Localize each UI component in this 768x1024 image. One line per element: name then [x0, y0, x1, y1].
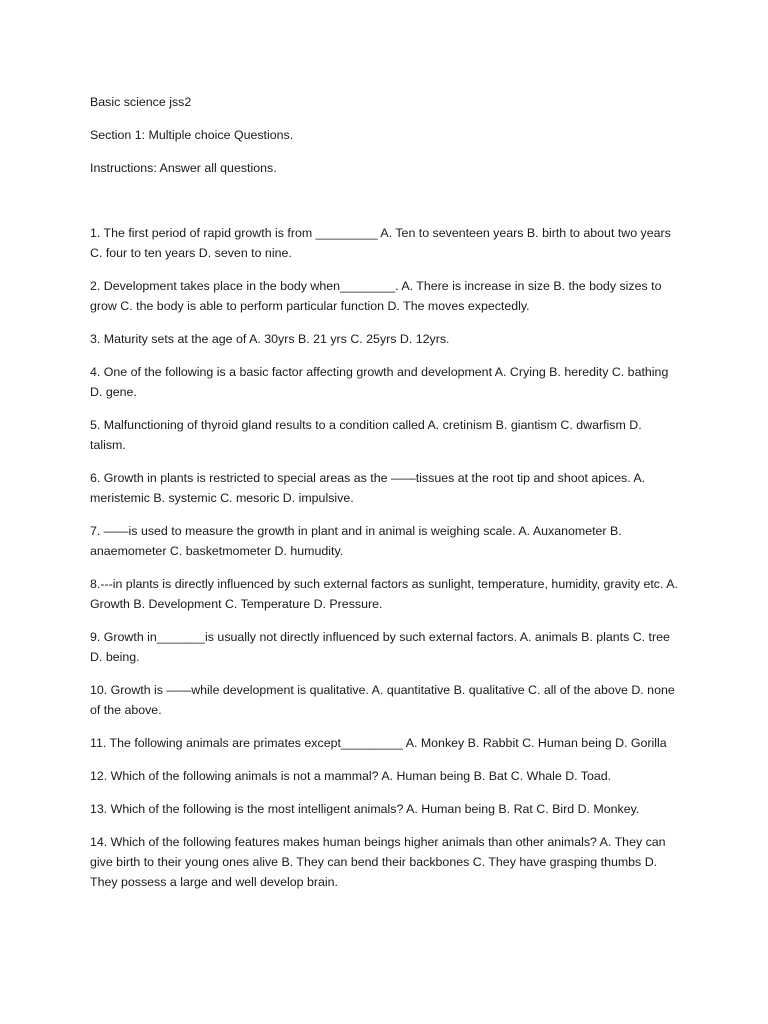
question-7: 7. ——is used to measure the growth in plant and in animal is weighing scale. A. Auxanometer B. anaemometer C. basketmometer D. humudity. — [90, 524, 622, 558]
spacer — [90, 191, 680, 223]
question-3: 3. Maturity sets at the age of A. 30yrs B. 21 yrs C. 25yrs D. 12yrs. — [90, 332, 450, 346]
question-10: 10. Growth is ——while development is qualitative. A. quantitative B. qualitative C. all of the above D. none of the above. — [90, 683, 675, 717]
question-12: 12. Which of the following animals is not a mammal? A. Human being B. Bat C. Whale D. Toad. — [90, 769, 612, 783]
question-8: 8.---in plants is directly influenced by such external factors as sunlight, temperature, humidity, gravity etc. A. Growth B. Development C. Temperature D. Pressure. — [90, 577, 678, 611]
document-title: Basic science jss2 — [90, 95, 192, 109]
question-2: 2. Development takes place in the body when________. A. There is increase in size B. the body sizes to grow C. the body is able to perform particular function D. The moves expectedly. — [90, 279, 662, 313]
question-14: 14. Which of the following features makes human beings higher animals than other animals? A. They can give birth to their young ones alive B. They can bend their backbones C. They have grasping thumbs D. They possess a large and well develop brain. — [90, 835, 666, 889]
question-6: 6. Growth in plants is restricted to special areas as the ——tissues at the root tip and shoot apices. A. meristemic B. systemic C. mesoric D. impulsive. — [90, 471, 646, 505]
question-4: 4. One of the following is a basic factor affecting growth and development A. Crying B. heredity C. bathing D. gene. — [90, 365, 669, 399]
question-11: 11. The following animals are primates except_________ A. Monkey B. Rabbit C. Human being D. Gorilla — [90, 736, 667, 750]
instructions-text: Instructions: Answer all questions. — [90, 161, 277, 175]
question-9: 9. Growth in_______is usually not directly influenced by such external factors. A. animals B. plants C. tree D. being. — [90, 630, 670, 664]
section-heading: Section 1: Multiple choice Questions. — [90, 128, 294, 142]
question-1: 1. The first period of rapid growth is from _________ A. Ten to seventeen years B. birth to about two years C. four to ten years D. seven to nine. — [90, 226, 671, 260]
question-13: 13. Which of the following is the most intelligent animals? A. Human being B. Rat C. Bird D. Monkey. — [90, 802, 640, 816]
question-5: 5. Malfunctioning of thyroid gland results to a condition called A. cretinism B. giantism C. dwarfism D. talism. — [90, 418, 642, 452]
document-body — [90, 92, 680, 905]
